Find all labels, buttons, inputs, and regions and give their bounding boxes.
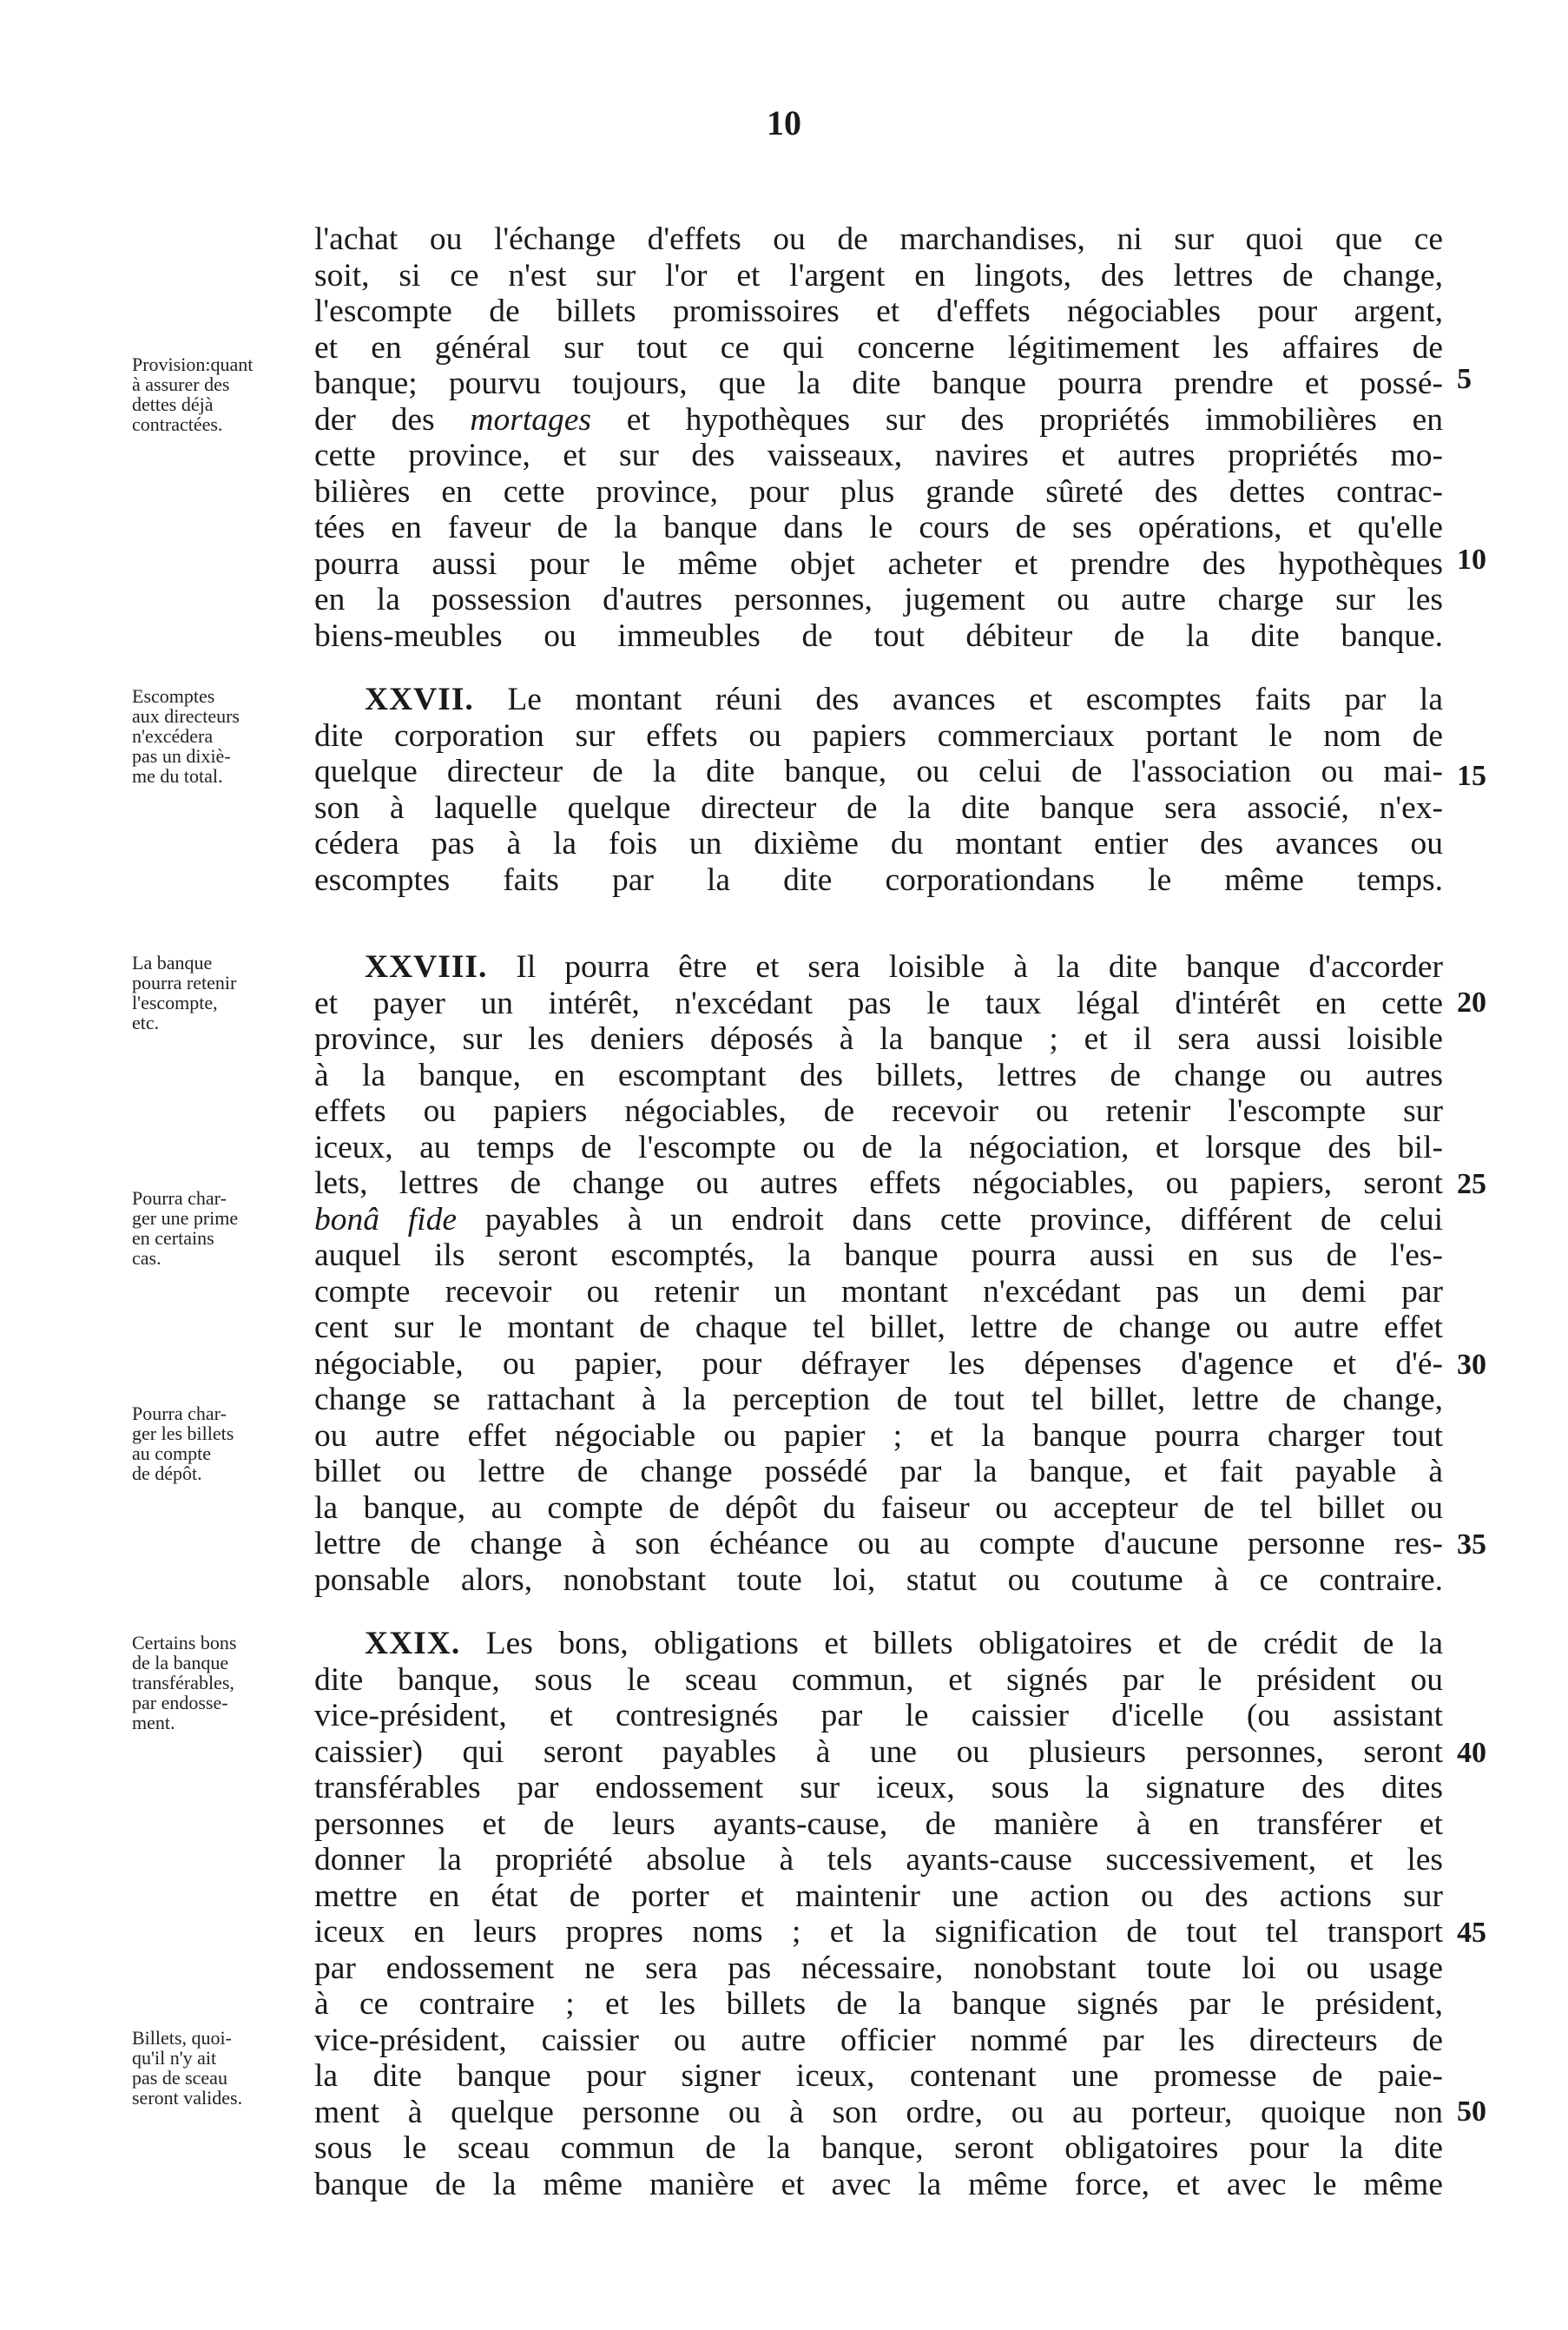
margin-note-line: pourra retenir [132, 972, 237, 993]
margin-note-line: au compte [132, 1442, 212, 1464]
margin-note-line: Pourra char- [132, 1187, 227, 1209]
text-line: personnes et de leurs ayants-cause, de manière à en transférer et [314, 1805, 1443, 1842]
margin-note-line: seront valides. [132, 2087, 243, 2109]
text-line: banque; pourvu toujours, que la dite banque pourra prendre et possé- [314, 366, 1443, 401]
line-number: 25 [1457, 1168, 1486, 1200]
margin-note-line: de la banque [132, 1652, 229, 1673]
text-line: à ce contraire ; et les billets de la banque signés par le président, [314, 1986, 1443, 2022]
text-line: l'achat ou l'échange d'effets ou de marchandises, ni sur quoi que ce [314, 221, 1443, 257]
text-line: effets ou papiers négociables, de recevoir ou retenir l'escompte sur [314, 1093, 1443, 1129]
line-number: 30 [1457, 1349, 1486, 1381]
margin-note-line: Certains bons [132, 1632, 237, 1653]
line-number: 15 [1457, 760, 1486, 792]
text-line: par endossement ne sera pas nécessaire, nonobstant toute loi ou usage [314, 1950, 1443, 1986]
margin-note [132, 1633, 310, 1733]
text-line: mettre en état de porter et maintenir une action ou des actions sur [314, 1878, 1443, 1914]
text-line: l'escompte de billets promissoires et d'effets négociables pour argent, [314, 294, 1443, 329]
line-number: 20 [1457, 987, 1486, 1019]
margin-note-line: pas un dixiè- [132, 745, 231, 767]
line-number: 10 [1457, 544, 1486, 576]
text-line: cette province, et sur des vaisseaux, navires et autres propriétés mo- [314, 438, 1443, 473]
line-number: 40 [1457, 1737, 1486, 1769]
text-line: XXVII. Le montant réuni des avances et escomptes faits par la [365, 682, 1443, 717]
page-number: 10 [767, 103, 801, 142]
text-line: iceux, au temps de l'escompte ou de la négociation, et lorsque des bil- [314, 1129, 1443, 1165]
margin-note-line: l'escompte, [132, 992, 218, 1013]
text-line: bilières en cette province, pour plus grande sûreté des dettes contrac- [314, 473, 1443, 510]
margin-note-line: ger les billets [132, 1422, 234, 1444]
margin-note-line: ment. [132, 1712, 175, 1733]
line-number: 50 [1457, 2096, 1486, 2128]
text-line: caissier) qui seront payables à une ou plusieurs personnes, seront [314, 1733, 1443, 1770]
margin-note-line: etc. [132, 1012, 160, 1033]
text-line: dite corporation sur effets ou papiers commerciaux portant le nom de [314, 717, 1443, 754]
margin-note-line: cas. [132, 1247, 161, 1269]
margin-note-line: La banque [132, 952, 213, 974]
margin-note-line: qu'il n'y ait [132, 2047, 217, 2069]
text-line: ponsable alors, nonobstant toute loi, statut ou coutume à ce contraire. [314, 1561, 1443, 1598]
line-number: 45 [1457, 1917, 1486, 1949]
text-line: XXIX. Les bons, obligations et billets obligatoires et de crédit de la [365, 1626, 1443, 1661]
margin-note-line: Provision:quant [132, 353, 254, 375]
margin-note-line: n'excédera [132, 725, 214, 747]
text-line: lettre de change à son échéance ou au compte d'aucune personne res- [314, 1526, 1443, 1561]
text-line: der des mortages et hypothèques sur des propriétés immobilières en [314, 401, 1444, 438]
margin-note-line: pas de sceau [132, 2067, 227, 2089]
margin-note-line: contractées. [132, 413, 223, 435]
margin-note-line: à assurer des [132, 373, 230, 395]
line-number: 5 [1457, 363, 1472, 395]
text-line: escomptes faits par la dite corporationdans le même temps. [314, 861, 1443, 898]
text-line: bonâ fide payables à un endroit dans cette province, différent de celui [314, 1201, 1443, 1238]
text-line: auquel ils seront escomptés, la banque pourra aussi en sus de l'es- [314, 1238, 1443, 1273]
margin-note-line: par endosse- [132, 1692, 228, 1713]
text-line: et en général sur tout ce qui concerne légitimement les affaires de [314, 329, 1443, 366]
margin-note-line: Pourra char- [132, 1403, 227, 1424]
margin-note-line: en certains [132, 1227, 214, 1249]
text-line: ou autre effet négociable ou papier ; et la banque pourra charger tout [314, 1417, 1443, 1454]
text-line: iceux en leurs propres noms ; et la signification de tout tel transport [314, 1914, 1443, 1950]
italic-term: mortages [470, 401, 591, 438]
margin-note-line: aux directeurs [132, 705, 240, 727]
margin-note-line: transférables, [132, 1672, 234, 1693]
text-line: en la possession d'autres personnes, jugement ou autre charge sur les [314, 582, 1443, 617]
article-xxvii [314, 682, 1443, 898]
article-number: XXVIII. [365, 949, 488, 985]
text-line: change se rattachant à la perception de tout tel billet, lettre de change, [314, 1382, 1443, 1417]
text-line: négociable, ou papier, pour défrayer les dépenses d'agence et d'é- [314, 1345, 1443, 1382]
text-line: compte recevoir ou retenir un montant n'excédant pas un demi par [314, 1273, 1443, 1310]
margin-note [132, 2028, 310, 2108]
margin-note [132, 686, 310, 786]
text-line: billet ou lettre de change possédé par la banque, et fait payable à [314, 1454, 1443, 1489]
margin-note-line: Escomptes [132, 685, 215, 707]
text-line: banque de la même manière et avec la même force, et avec le même [314, 2166, 1443, 2202]
text-line: cent sur le montant de chaque tel billet, lettre de change ou autre effet [314, 1310, 1443, 1345]
text-line: XXVIII. Il pourra être et sera loisible à la dite banque d'accorder [365, 949, 1443, 985]
article-xxviii [314, 949, 1443, 1598]
text-line: vice-président, caissier ou autre officier nommé par les directeurs de [314, 2022, 1443, 2058]
margin-note [132, 1188, 310, 1268]
text-line: lets, lettres de change ou autres effets négociables, ou papiers, seront [314, 1165, 1443, 1201]
text-line: la banque, au compte de dépôt du faiseur ou accepteur de tel billet ou [314, 1489, 1443, 1526]
text-line: transférables par endossement sur iceux, sous la signature des dites [314, 1770, 1443, 1805]
text-line: et payer un intérêt, n'excédant pas le taux légal d'intérêt en cette [314, 985, 1443, 1021]
margin-note-line: Billets, quoi- [132, 2027, 232, 2049]
text-line: pourra aussi pour le même objet acheter et prendre des hypothèques [314, 545, 1443, 582]
text-line: donner la propriété absolue à tels ayants-cause successivement, et les [314, 1842, 1443, 1878]
article-xxix [314, 1626, 1443, 2202]
text-line: province, sur les deniers déposés à la banque ; et il sera aussi loisible [314, 1021, 1443, 1057]
line-number: 35 [1457, 1528, 1486, 1561]
text-line: à la banque, en escomptant des billets, lettres de change ou autres [314, 1057, 1443, 1093]
margin-note-line: dettes déjà [132, 393, 214, 415]
margin-note [132, 953, 310, 1033]
italic-term: bonâ fide [314, 1201, 457, 1238]
margin-note [132, 1403, 310, 1483]
article-number: XXIX. [365, 1626, 461, 1661]
text-line: quelque directeur de la dite banque, ou celui de l'association ou mai- [314, 754, 1443, 789]
text-line: la dite banque pour signer iceux, contenant une promesse de paie- [314, 2058, 1443, 2094]
paragraph-continuation [314, 221, 1443, 654]
margin-note [132, 354, 310, 434]
text-line: cédera pas à la fois un dixième du montant entier des avances ou [314, 826, 1443, 861]
margin-note-line: ger une prime [132, 1207, 239, 1229]
text-line: ment à quelque personne ou à son ordre, ou au porteur, quoique non [314, 2094, 1443, 2130]
text-line: biens-meubles ou immeubles de tout débiteur de la dite banque. [314, 617, 1443, 654]
text-line: son à laquelle quelque directeur de la dite banque sera associé, n'ex- [314, 789, 1443, 826]
text-line: sous le sceau commun de la banque, seront obligatoires pour la dite [314, 2130, 1443, 2166]
margin-note-line: me du total. [132, 765, 223, 787]
text-line: tées en faveur de la banque dans le cours de ses opérations, et qu'elle [314, 510, 1443, 545]
margin-note-line: de dépôt. [132, 1462, 202, 1484]
text-line: vice-président, et contresignés par le caissier d'icelle (ou assistant [314, 1698, 1443, 1733]
article-number: XXVII. [365, 682, 474, 717]
text-line: soit, si ce n'est sur l'or et l'argent en lingots, des lettres de change, [314, 257, 1443, 294]
text-line: dite banque, sous le sceau commun, et signés par le président ou [314, 1661, 1443, 1698]
